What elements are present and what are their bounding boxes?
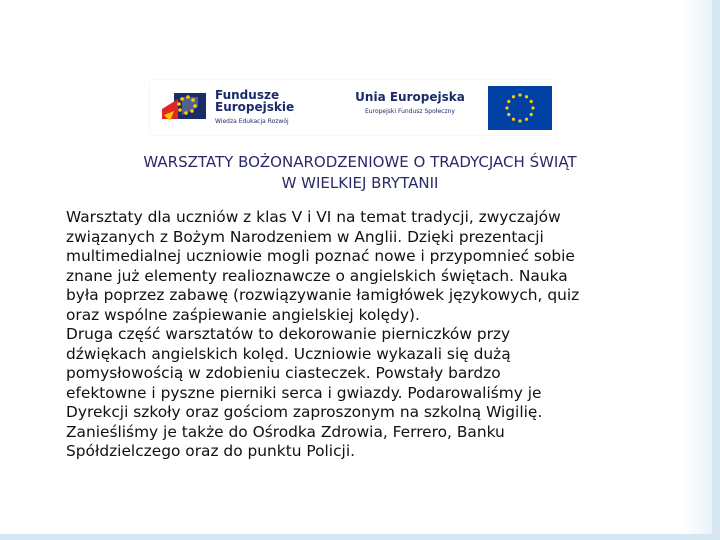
title-line-2: W WIELKIEJ BRYTANII xyxy=(281,174,439,192)
eu-star-icon xyxy=(530,113,533,116)
eu-flag-icon xyxy=(488,86,552,130)
body-line: znane już elementy realioznawcze o angielskich świętach. Nauka xyxy=(66,266,568,285)
eu-star-icon xyxy=(525,118,528,121)
body-line: dźwiękach angielskich kolęd. Uczniowie wykazali się dużą xyxy=(66,344,511,363)
eu-star-icon xyxy=(531,106,534,109)
eu-star-icon xyxy=(507,100,510,103)
eu-star-icon xyxy=(512,95,515,98)
body-paragraphs xyxy=(66,208,686,462)
body-line: multimedialnej uczniowie mogli poznać nowe i przypomnieć sobie xyxy=(66,247,575,265)
eu-star-icon xyxy=(507,113,510,116)
logo-banner xyxy=(150,80,555,135)
body-line: związanych z Bożym Narodzeniem w Anglii. Dzięki prezentacji xyxy=(66,227,544,246)
ue-subtitle: Europejski Fundusz Społeczny xyxy=(365,108,455,115)
fundusze-europejskie-logo xyxy=(160,85,320,131)
eu-star-icon xyxy=(512,118,515,121)
unia-europejska-logo xyxy=(340,90,550,130)
body-line: Dyrekcji szkoły oraz gościom zaproszonym na szkolną Wigilię. xyxy=(66,403,543,421)
body-line: Warsztaty dla uczniów z klas V i VI na temat tradycji, zwyczajów xyxy=(66,208,561,226)
body-line: pomysłowością w zdobieniu ciasteczek. Powstały bardzo xyxy=(66,364,501,382)
body-line: oraz wspólne zaśpiewanie angielskiej kolędy). xyxy=(66,305,420,324)
body-line: efektowne i pyszne pierniki serca i gwiazdy. Podarowaliśmy je xyxy=(66,383,542,402)
body-line: była poprzez zabawę (rozwiązywanie łamigłówek językowych, quiz xyxy=(66,286,580,304)
body-line: Zanieśliśmy je także do Ośrodka Zdrowia, Ferrero, Banku xyxy=(66,422,505,441)
ue-title: Unia Europejska xyxy=(355,90,465,104)
fundusze-europejskie-mark-icon xyxy=(160,85,208,125)
fundusze-subtitle: Wiedza Edukacja Rozwój xyxy=(215,118,289,125)
eu-star-icon xyxy=(525,95,528,98)
body-line: Druga część warsztatów to dekorowanie pierniczków przy xyxy=(66,325,511,343)
title-line-1: WARSZTATY BOŻONARODZENIOWE O TRADYCJACH ŚWIĄT xyxy=(143,153,577,171)
eu-star-icon xyxy=(505,106,508,109)
eu-star-icon xyxy=(518,93,521,96)
fundusze-title: Fundusze Europejskie xyxy=(215,88,295,114)
eu-star-icon xyxy=(530,100,533,103)
body-line: Spółdzielczego oraz do punktu Policji. xyxy=(66,442,355,460)
page-title xyxy=(60,152,660,194)
eu-star-icon xyxy=(518,119,521,122)
